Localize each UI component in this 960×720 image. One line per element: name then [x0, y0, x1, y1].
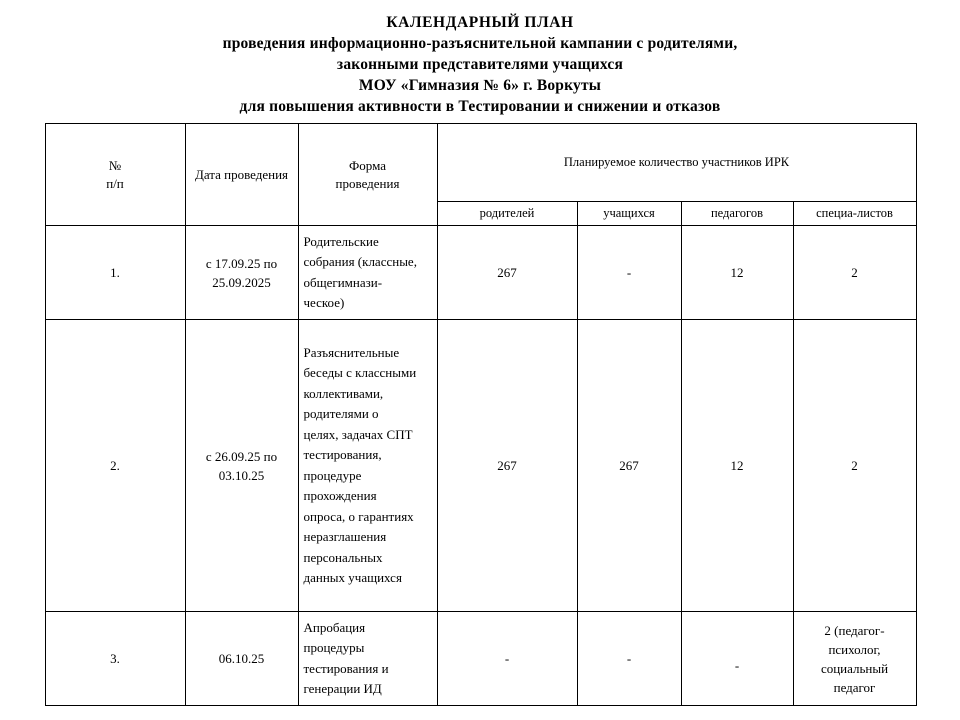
row-3-specialists-line3: социальный [820, 660, 889, 676]
row-1-number: 1. [45, 226, 185, 320]
plan-table-wrapper [45, 123, 916, 706]
table-head [45, 124, 916, 226]
row-2-form-line11: персональных [303, 549, 383, 565]
row-2-form-line1: Разъяснительные [303, 344, 400, 360]
row-3-number: 3. [45, 612, 185, 706]
row-2-form-line6: тестирования, [303, 447, 382, 462]
header-teachers: педагогов [681, 202, 793, 226]
row-1-date-line2: 25.09.2025 [212, 274, 271, 290]
table-row [45, 320, 916, 612]
header-participants-group: Планируемое количество участников ИРК [437, 124, 916, 202]
plan-table [45, 123, 917, 706]
row-2-parents: 267 [437, 320, 577, 612]
title-line-1: КАЛЕНДАРНЫЙ ПЛАН [386, 14, 574, 31]
header-number [45, 124, 185, 226]
row-3-form-line3: тестирования и [303, 660, 389, 676]
row-2-date [185, 320, 298, 612]
row-2-specialists: 2 [793, 320, 916, 612]
row-3-parents: - [437, 612, 577, 706]
header-date: Дата проведения [185, 124, 298, 226]
header-number-line2: п/п [106, 175, 124, 191]
document-title-block [0, 0, 960, 117]
row-2-form-line2: беседы с классными [303, 365, 417, 380]
header-form-line2: проведения [335, 175, 400, 191]
row-3-teachers [681, 612, 793, 706]
row-1-date [185, 226, 298, 320]
row-2-teachers: 12 [681, 320, 793, 612]
row-1-parents: 267 [437, 226, 577, 320]
header-students: учащихся [577, 202, 681, 226]
row-1-form-line2: собрания (классные, [303, 254, 417, 269]
row-3-students: - [577, 612, 681, 706]
row-2-form-line3: коллективами, [303, 385, 384, 401]
row-3-specialists-line1: 2 (педагог- [824, 622, 885, 638]
row-3-specialists-line4: педагог [833, 679, 876, 695]
row-2-form-line7: процедуре [303, 467, 362, 483]
row-3-specialists-line2: психолог, [828, 641, 881, 657]
row-2-form-line4: родителями о [303, 406, 379, 421]
row-1-date-line1: с 17.09.25 по [205, 255, 278, 271]
header-parents: родителей [437, 202, 577, 226]
row-3-form-line1: Апробация [303, 619, 366, 635]
title-line-3: законными представителями учащихся [336, 56, 624, 73]
table-header-row-top [45, 124, 916, 202]
title-line-5: для повышения активности в Тестировании и снижении и отказов [239, 98, 721, 115]
title-line-4: МОУ «Гимназия № 6» г. Воркуты [358, 77, 602, 94]
table-body [45, 226, 916, 706]
header-specialists: специа-листов [793, 202, 916, 226]
row-2-form [298, 320, 437, 612]
table-row [45, 226, 916, 320]
row-2-date-line1: с 26.09.25 по [205, 448, 278, 464]
row-1-form [298, 226, 437, 320]
row-3-form-line2: процедуры [303, 640, 365, 655]
row-1-form-line3: общегимнази- [303, 274, 383, 290]
table-row [45, 612, 916, 706]
row-2-students: 267 [577, 320, 681, 612]
row-1-students: - [577, 226, 681, 320]
row-3-date: 06.10.25 [185, 612, 298, 706]
row-2-form-line12: данных учащихся [303, 570, 402, 585]
title-line-2: проведения информационно-разъяснительной кампании с родителями, [222, 35, 738, 52]
row-2-form-line10: неразглашения [303, 529, 387, 544]
row-3-teachers-value: - [734, 658, 740, 673]
row-2-form-line9: опроса, о гарантиях [303, 508, 414, 524]
row-2-number: 2. [45, 320, 185, 612]
row-3-specialists [793, 612, 916, 706]
row-1-teachers: 12 [681, 226, 793, 320]
header-form [298, 124, 437, 226]
row-1-form-line4: ческое) [303, 295, 345, 310]
row-2-form-line5: целях, задачах СПТ [303, 426, 413, 442]
header-number-line1: № [108, 157, 122, 173]
row-2-date-line2: 03.10.25 [218, 467, 265, 483]
row-1-form-line1: Родительские [303, 233, 379, 249]
row-1-specialists: 2 [793, 226, 916, 320]
header-form-line1: Форма [349, 157, 386, 173]
row-2-form-line8: прохождения [303, 488, 377, 503]
row-3-form [298, 612, 437, 706]
row-3-form-line4: генерации ИД [303, 681, 382, 696]
